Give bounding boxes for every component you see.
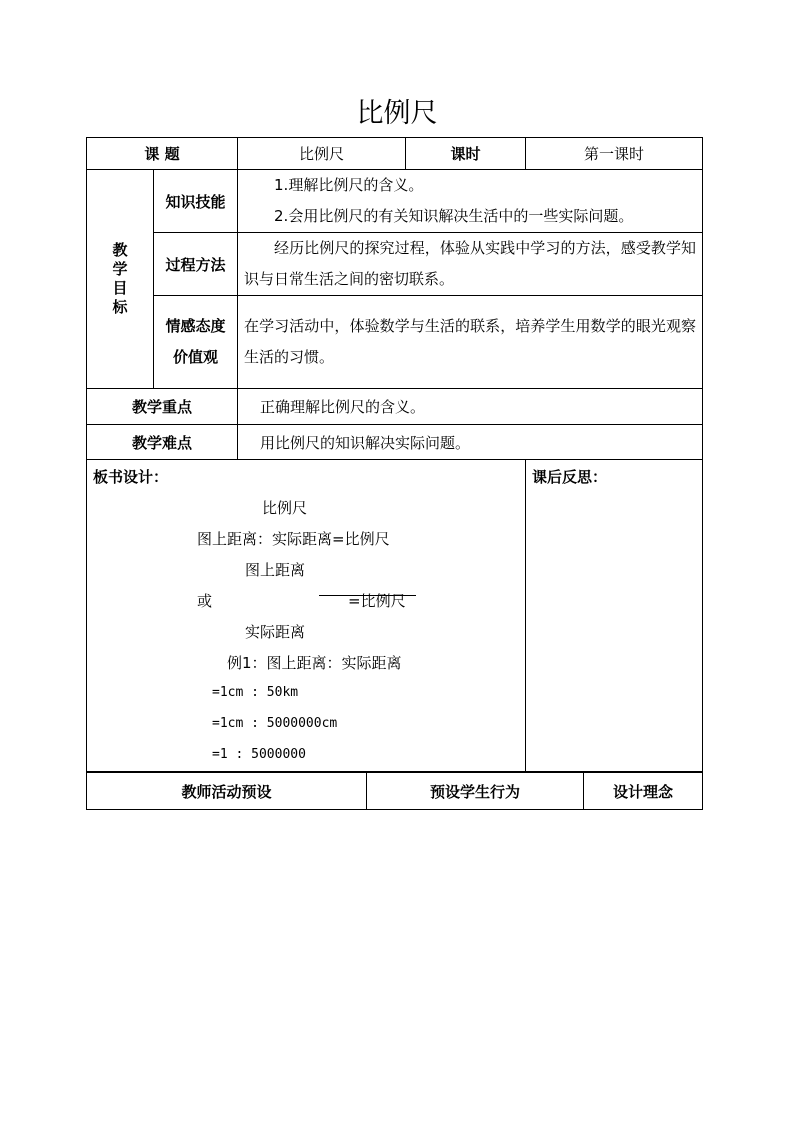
goal-attitude-row [87, 296, 703, 389]
header-row [87, 138, 703, 170]
student-behavior-header: 预设学生行为 [367, 773, 584, 810]
knowledge-item: 2.会用比例尺的有关知识解决生活中的一些实际问题。 [274, 207, 634, 225]
fraction-prefix: 或 [197, 592, 213, 610]
fraction-denominator: 实际距离 [245, 623, 306, 641]
key-point-text: 正确理解比例尺的含义。 [238, 389, 703, 425]
process-text: 经历比例尺的探究过程，体验从实践中学习的方法，感受教学知识与日常生活之间的密切联系。 [238, 233, 703, 296]
period-label: 课时 [406, 138, 526, 170]
board-label: 板书设计： [93, 468, 169, 486]
fraction-numerator: 图上距离 [245, 561, 306, 579]
example-step: =1cm : 5000000cm [212, 716, 338, 731]
period-value: 第一课时 [526, 138, 703, 170]
goal-knowledge-row [87, 170, 703, 233]
goals-label-char: 目 [112, 279, 128, 297]
reflection-cell [526, 460, 703, 772]
goals-label-char: 标 [112, 298, 128, 316]
attitude-text: 在学习活动中，体验数学与生活的联系，培养学生用数学的眼光观察生活的习惯。 [238, 296, 703, 389]
design-concept-header: 设计理念 [584, 773, 703, 810]
attitude-label-line: 情感态度 [165, 317, 226, 335]
board-heading: 比例尺 [262, 499, 308, 517]
fraction-suffix: =比例尺 [348, 592, 406, 610]
teacher-activity-header: 教师活动预设 [87, 773, 367, 810]
difficulty-label: 教学难点 [87, 425, 238, 460]
activity-header-row [87, 773, 703, 810]
goals-label [87, 170, 154, 389]
process-label: 过程方法 [154, 233, 238, 296]
activity-header-table [86, 772, 703, 810]
topic-label: 课 题 [87, 138, 238, 170]
board-formula: 图上距离：实际距离=比例尺 [197, 530, 390, 548]
knowledge-item: 1.理解比例尺的含义。 [274, 176, 424, 194]
page-title: 比例尺 [356, 98, 438, 129]
difficulty-row [87, 425, 703, 460]
board-design-cell [87, 460, 526, 772]
attitude-label [154, 296, 238, 389]
example-step: =1 : 5000000 [212, 747, 306, 762]
knowledge-label: 知识技能 [154, 170, 238, 233]
topic-value: 比例尺 [238, 138, 406, 170]
difficulty-text: 用比例尺的知识解决实际问题。 [238, 425, 703, 460]
key-point-label: 教学重点 [87, 389, 238, 425]
key-point-row [87, 389, 703, 425]
reflection-label: 课后反思： [532, 468, 608, 486]
goals-label-char: 教 [112, 241, 128, 259]
board-row [87, 460, 703, 772]
example-step: =1cm : 50km [212, 685, 299, 700]
example-label: 例1：图上距离：实际距离 [227, 654, 402, 672]
knowledge-content [238, 170, 703, 233]
lesson-plan-table [86, 137, 703, 772]
goals-label-char: 学 [112, 260, 128, 278]
attitude-label-line: 价值观 [173, 348, 219, 366]
goal-process-row [87, 233, 703, 296]
